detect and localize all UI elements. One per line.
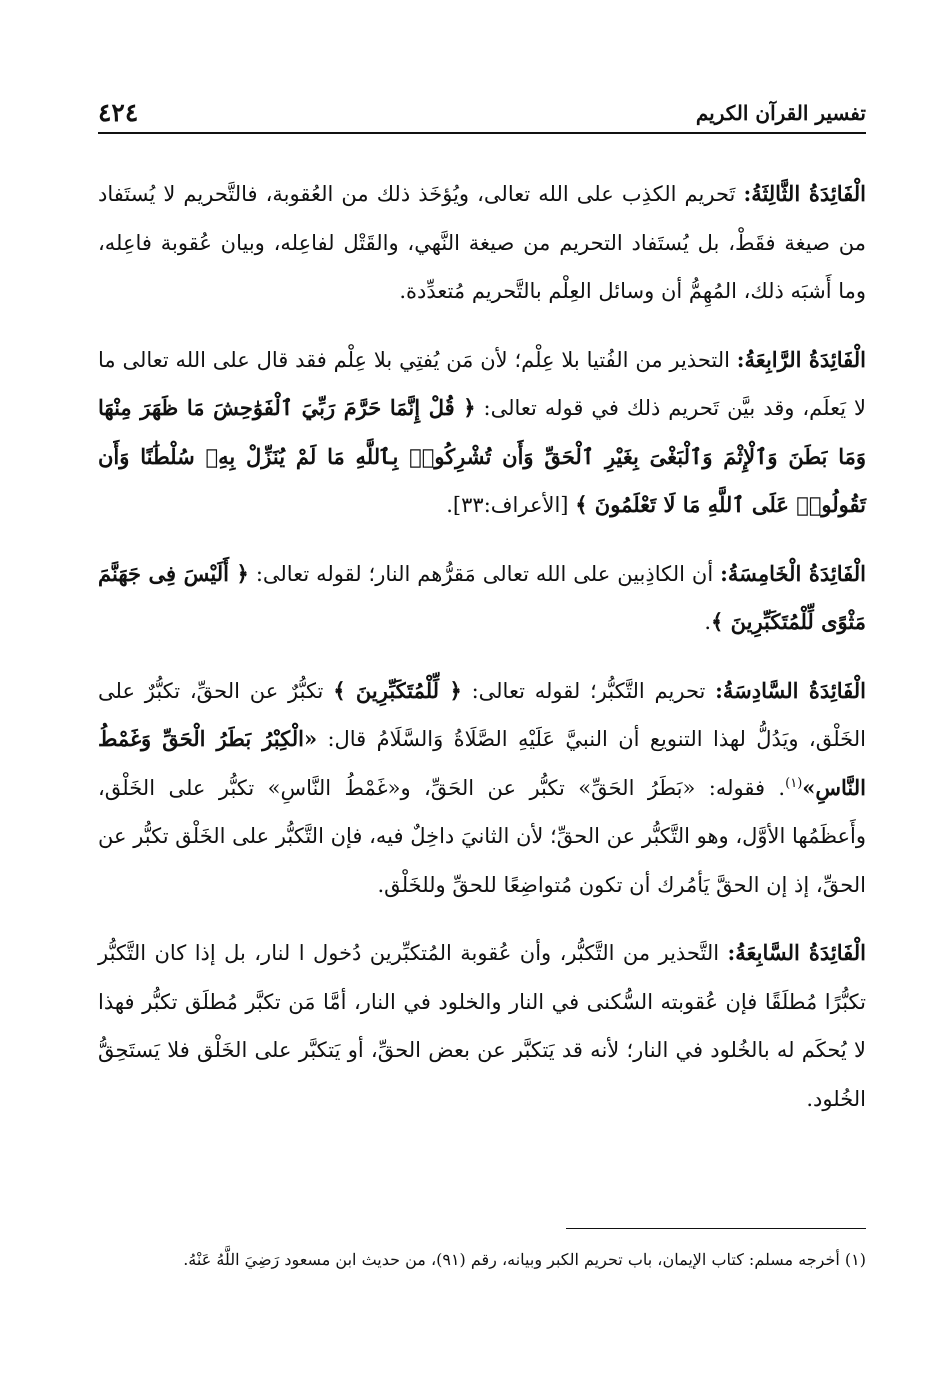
paragraph-text: تَحريم الكذِب على الله تعالى، ويُؤخَذ ذلك من العُقوبة، فالتَّحريم لا يُستَفاد من صيغة فقَطْ، بل يُستَفاد التحريم من صيغة النَّهي، والقَتْل لفاعِله، وبيان عُقوبة فاعِله، وما أَشبَه ذلك، المُهِمُّ أن وسائل العِلْم بالتَّحريم مُتعدِّدة. — [98, 182, 866, 303]
page-number: ٤٢٤ — [98, 98, 139, 127]
paragraph-text: تحريم التَّكبُّر؛ لقوله تعالى: — [471, 678, 706, 703]
paragraph-text: التَّحذير من التَّكبُّر، وأن عُقوبة المُتكبِّرين دُخول ا لنار، بل إذا كان التَّكبُّر تكبُّرًا مُطلَقًا فإن عُقوبته السُّكنى في النار والخلود في النار، أمَّا مَن تكبَّر مُطلَق تكبُّر فهذا لا يُحكَم له بالخُلود في النار؛ لأنه قد يَتكبَّر عن بعض الحقِّ، أو يَتكبَّر على الخَلْق فلا يَستَحِقُّ الخُلود. — [98, 941, 866, 1111]
verse-reference: [الأعراف:٣٣]. — [446, 493, 569, 517]
paragraph-text: أن الكاذِبين على الله تعالى مَقرُّهم النار؛ لقوله تعالى: — [255, 561, 714, 586]
paragraph-benefit-5 — [98, 550, 866, 647]
paragraph-text: التحذير من الفُتيا بلا عِلْم؛ لأن مَن يُفتِي بلا عِلْم فقد قال على الله تعالى ما لا يَعلَم، وقد بيَّن تَحريم ذلك في قوله تعالى: — [98, 347, 867, 420]
book-title: تفسير القرآن الكريم — [695, 101, 866, 125]
benefit-label: الْفَائِدَةُ السَّابِعَةُ: — [727, 940, 866, 965]
paragraph-benefit-3 — [98, 170, 866, 316]
quran-verse: ﴿ لِّلْمُتَكَبِّرِينَ ﴾ — [333, 677, 462, 703]
footnote: (١) أخرجه مسلم: كتاب الإيمان، باب تحريم الكبر وبيانه، رقم (٩١)، من حديث ابن مسعود رَضِيَ اللَّهُ عَنْهُ. — [183, 1250, 866, 1269]
paragraph-benefit-7 — [98, 929, 866, 1123]
quran-verse: ﴿ أَلَيْسَ فِى جَهَنَّمَ مَثْوًى لِّلْمُتَكَبِّرِينَ ﴾ — [98, 560, 866, 634]
paragraph-benefit-6 — [98, 667, 866, 910]
page-header — [98, 92, 866, 134]
body-text — [98, 170, 866, 1143]
benefit-label: الْفَائِدَةُ الثَّالِثَةُ: — [743, 181, 866, 206]
paragraph-benefit-4 — [98, 336, 866, 530]
benefit-label: الْفَائِدَةُ الرَّابِعَةُ: — [736, 346, 867, 372]
footnote-reference[interactable]: (١) — [785, 775, 803, 791]
hadith-quote: «الْكِبْرُ بَطَرُ الْحَقِّ وَغَمْطُ النَّاسِ» — [98, 726, 866, 800]
benefit-label: الْفَائِدَةُ السَّادِسَةُ: — [715, 677, 866, 703]
footnote-divider — [566, 1228, 866, 1229]
paragraph-text: تكبُّرٌ عن الحقِّ، تكبُّرٌ على الخَلْق، ويَدُلُّ لهذا التنويع أن النبيَّ عَلَيْهِ الصَّلَاةُ وَالسَّلَامُ قال: — [98, 678, 866, 751]
quran-verse: ﴿ قُلْ إِنَّمَا حَرَّمَ رَبِّيَ ٱلْفَوَٰحِشَ مَا ظَهَرَ مِنْهَا وَمَا بَطَنَ وَٱلْإِثْمَ وَٱلْبَغْىَ بِغَيْرِ ٱلْحَقِّ وَأَن تُشْرِكُوا۟ بِٱللَّهِ مَا لَمْ يُنَزِّلْ بِهِۦ سُلْطَٰنًا وَأَن تَقُولُوا۟ عَلَى ٱللَّهِ مَا لَا تَعْلَمُونَ ﴾ — [98, 395, 866, 517]
verse-reference: . — [704, 610, 712, 634]
benefit-label: الْفَائِدَةُ الْخَامِسَةُ: — [720, 560, 866, 586]
paragraph-text: . فقوله: «بَطَرُ الحَقِّ» تكبُّر عن الحَقِّ، و«غَمْطُ النَّاسِ» تكبُّر على الخَلْق، وأَعظَمُها الأوَّل، وهو التَّكبُّر عن الحقِّ؛ لأن الثانيَ داخِلٌ فيه، فإن التَّكبُّر على الخَلْق تكبُّر عن الحقِّ، إذ إن الحقَّ يَأمُرك أن تكون مُتواضِعًا للحقِّ وللخَلْق. — [98, 775, 866, 897]
